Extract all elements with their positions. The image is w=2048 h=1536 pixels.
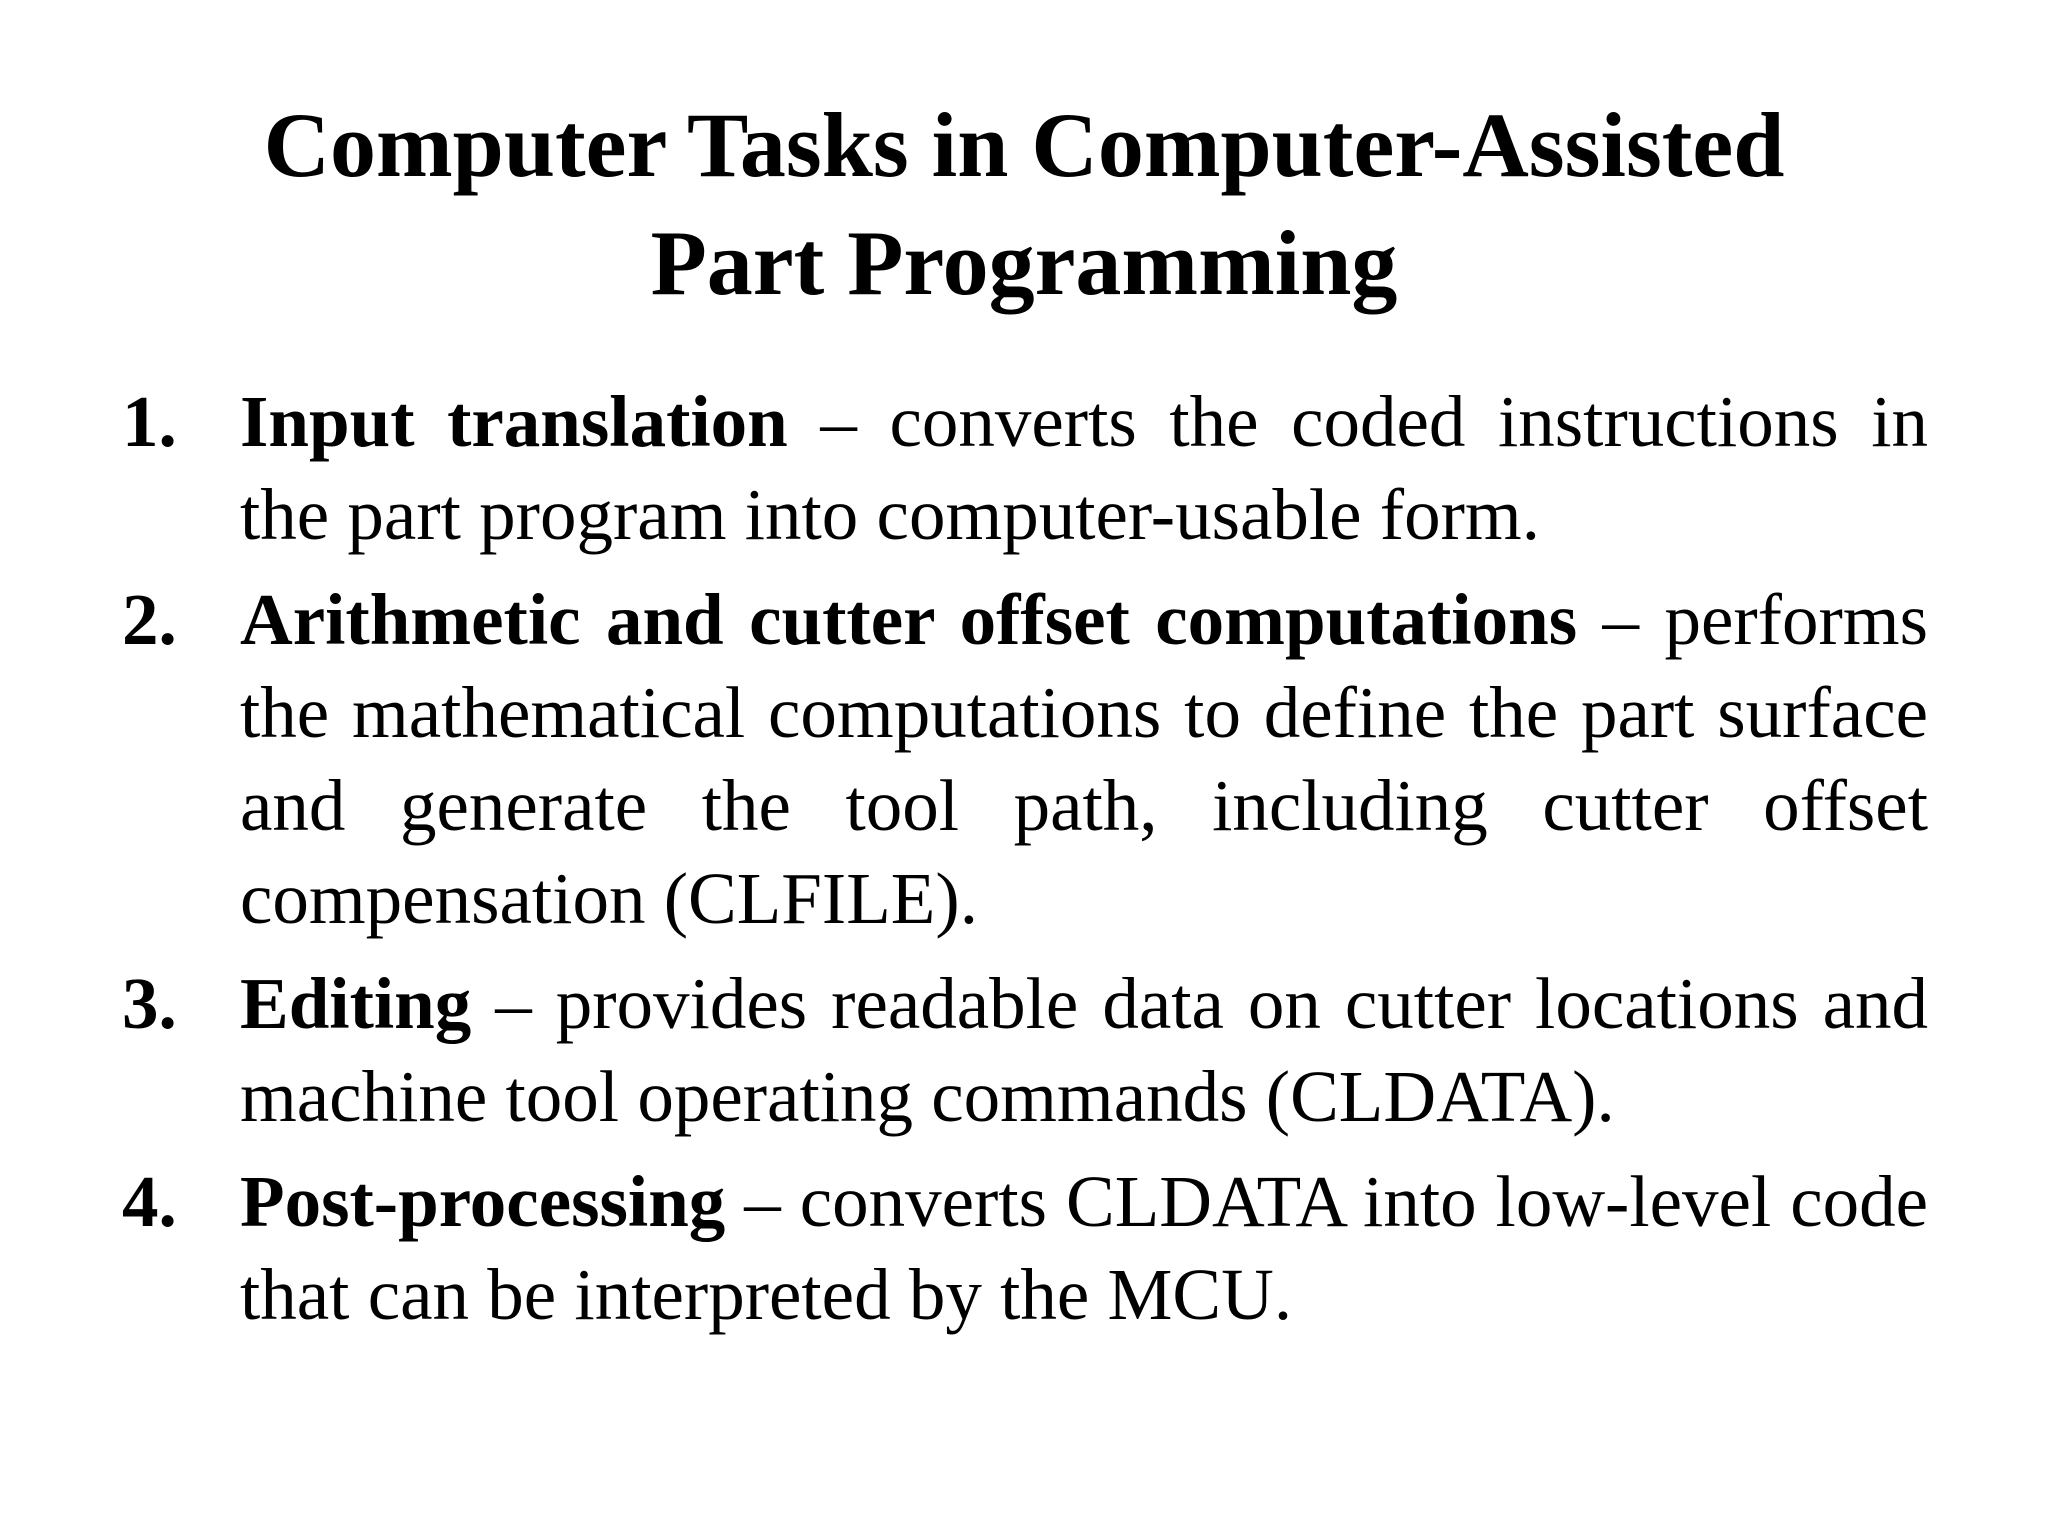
task-item-input-translation [122,375,1928,561]
task-item-arithmetic [122,573,1928,945]
item-number: 4. [122,1161,177,1242]
item-term: Arithmetic and cutter offset computations [240,579,1578,660]
task-item-editing [122,957,1928,1143]
item-description: – converts CLDATA into low-level code that can be interpreted by the MCU. [240,1161,1928,1335]
item-number: 1. [122,381,177,462]
item-term: Post-processing [240,1161,726,1242]
item-number: 2. [122,579,177,660]
item-number: 3. [122,963,177,1044]
item-term: Editing [240,963,472,1044]
item-description: – performs the mathematical computations to define the part surface and generate the tool path, including cutter offset compensation (CLFILE). [240,579,1928,939]
title-line-2: Part Programming [650,212,1398,314]
slide-title [0,86,2048,322]
task-item-post-processing [122,1155,1928,1341]
task-list [122,375,1928,1353]
item-description: – converts the coded instructions in the part program into computer-usable form. [240,381,1928,555]
item-term: Input translation [240,381,788,462]
title-line-1: Computer Tasks in Computer-Assisted [263,94,1785,196]
item-description: – provides readable data on cutter locations and machine tool operating commands (CLDATA). [240,963,1928,1137]
